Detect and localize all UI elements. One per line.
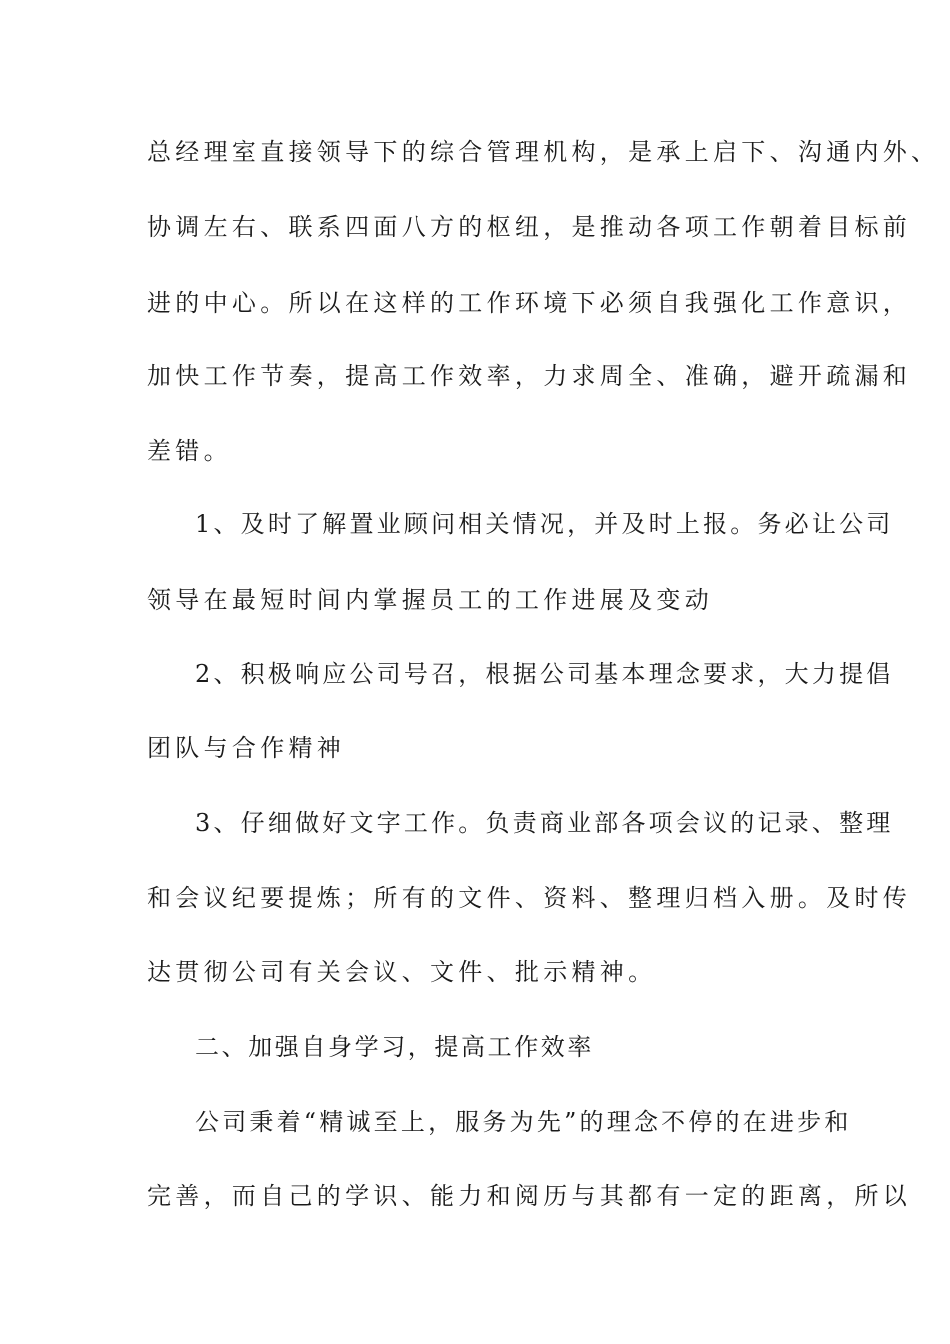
paragraph-line: 完善，而自己的学识、能力和阅历与其都有一定的距离，所以 [147, 1182, 912, 1210]
list-item-3-line: 和会议纪要提炼；所有的文件、资料、整理归档入册。及时传 [147, 884, 912, 912]
paragraph-line: 协调左右、联系四面八方的枢纽，是推动各项工作朝着目标前 [147, 213, 912, 241]
paragraph-line: 总经理室直接领导下的综合管理机构，是承上启下、沟通内外、 [147, 138, 940, 166]
list-item-3-line: 达贯彻公司有关会议、文件、批示精神。 [147, 958, 657, 986]
paragraph-line: 加快工作节奏，提高工作效率，力求周全、准确，避开疏漏和 [147, 362, 912, 390]
list-item-2-line: 2、积极响应公司号召，根据公司基本理念要求，大力提倡 [195, 660, 894, 688]
list-item-1-line: 领导在最短时间内掌握员工的工作进展及变动 [147, 586, 713, 614]
list-item-1-line: 1、及时了解置业顾问相关情况，并及时上报。务必让公司 [195, 510, 894, 538]
paragraph-line: 进的中心。所以在这样的工作环境下必须自我强化工作意识， [147, 289, 912, 317]
list-item-3-line: 3、仔细做好文字工作。负责商业部各项会议的记录、整理 [195, 809, 894, 837]
list-item-2-line: 团队与合作精神 [147, 734, 346, 762]
paragraph-line: 差错。 [147, 437, 232, 465]
paragraph-line: 公司秉着“精诚至上，服务为先”的理念不停的在进步和 [195, 1108, 852, 1136]
section-heading: 二、加强自身学习，提高工作效率 [195, 1033, 594, 1061]
